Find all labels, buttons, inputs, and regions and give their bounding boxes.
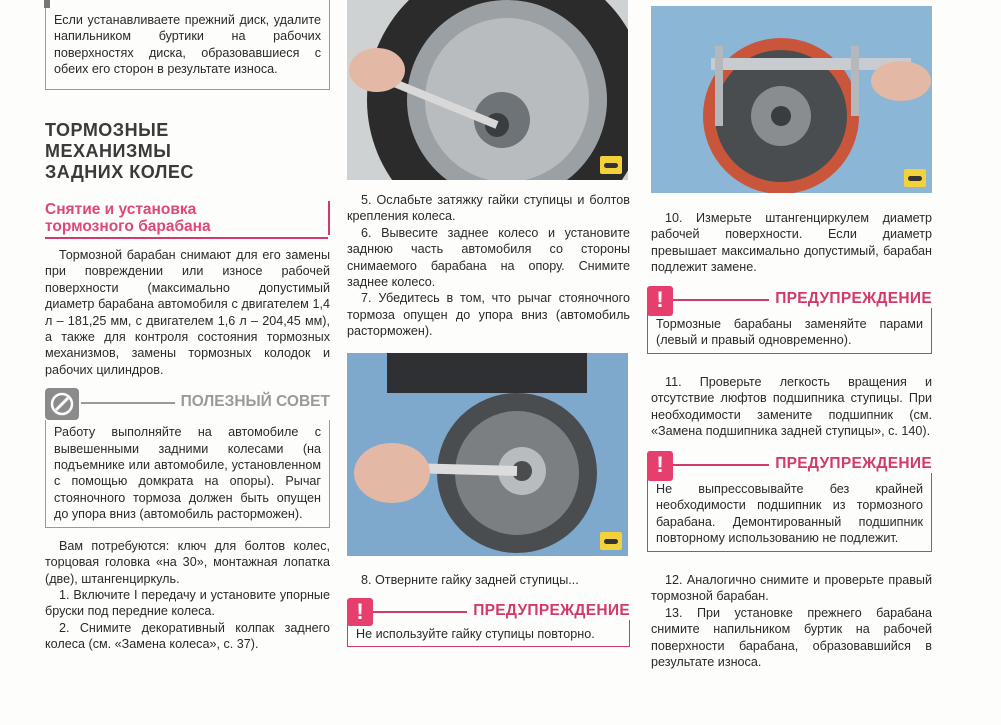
car-badge-icon: [904, 169, 926, 187]
step-13: 13. При установке прежнего барабана снимите напильником буртик на рабочей поверхности барабана, образовавшийся в результате износа.: [651, 605, 932, 670]
car-badge-icon: [600, 532, 622, 550]
step-11-wrap: [651, 374, 932, 440]
step-12: 12. Аналогично снимите и проверьте правый тормозной барабан.: [651, 573, 932, 604]
body-text: Тормозной барабан снимают для его замены при повреждении или износе рабочей поверхности (максимально допустимый диаметр барабана автомобиля с двигателем 1,4 л – 181,25 мм, с двигателем 1,6 л – 204,45 мм), а также для контроля состояния тормозных механизмов, замены тормозных колодок и рабочих цилиндров.: [45, 248, 330, 377]
tip-text: Работу выполняйте на автомобиле с вывешенными задними колесами (на подъемнике или автомобиле, установленном с помощью домкрата на опоры). Рычаг стояночного тормоза должен быть опущен до упора вниз (автомобиль расторможен).: [54, 425, 321, 522]
car-badge-icon: [600, 156, 622, 174]
step-1: 1. Включите I передачу и установите упорные бруски под передние колеса.: [45, 587, 330, 619]
step-7: 7. Убедитесь в том, что рычаг стояночного тормоза опущен до упора вниз (автомобиль расторможен).: [347, 291, 630, 339]
tools-needed: Вам потребуются: ключ для болтов колес, торцовая головка «на 30», монтажная лопатка (две), штангенциркуль.: [45, 538, 330, 586]
step-11: 11. Проверьте легкость вращения и отсутствие люфтов подшипника ступицы. При необходимости замените подшипник (см. «Замена подшипника задней ступицы», с. 140).: [651, 375, 932, 439]
step-5: 5. Ослабьте затяжку гайки ступицы и болтов крепления колеса.: [347, 193, 630, 224]
warning-icon: [347, 598, 373, 626]
warning-text: Не выпрессовывайте без крайней необходимости подшипник из тормозного барабана. Демонтированный подшипник повторному использованию не подлежит.: [656, 482, 923, 546]
intro-note-text: Если устанавливаете прежний диск, удалите напильником буртики на рабочих поверхностях диска, образовавшиеся с обеих его сторон в результате износа.: [54, 13, 321, 77]
tip-box: [45, 420, 330, 527]
warning-icon: [647, 451, 673, 481]
warning-text: Тормозные барабаны заменяйте парами (левый и правый одновременно).: [656, 317, 923, 348]
warning-block-1: [347, 598, 630, 647]
steps-col2: [347, 192, 630, 340]
warning-icon: [647, 286, 673, 316]
warning-text: Не используйте гайку ступицы повторно.: [356, 627, 595, 641]
subsection-title: Снятие и установка тормозного барабана: [45, 201, 330, 235]
step-8: 8. Отверните гайку задней ступицы...: [361, 573, 579, 587]
tip-header: [45, 388, 330, 420]
photo-wheel-nut: [347, 0, 628, 180]
steps-col1: [45, 538, 330, 653]
step-6: 6. Вывесите заднее колесо и установите заднюю часть автомобиля со стороны снимаемого барабана на опору. Снимите заднее колесо.: [347, 225, 630, 290]
warning-label: ПРЕДУПРЕЖДЕНИЕ: [769, 455, 932, 473]
wrench-icon: [45, 388, 79, 420]
note-icon: [44, 0, 50, 8]
step-10-wrap: [651, 210, 932, 276]
warning-block-2: [647, 286, 932, 354]
column-1: [45, 0, 330, 653]
warning-block-3: [647, 451, 932, 552]
warning-label: ПРЕДУПРЕЖДЕНИЕ: [467, 602, 630, 620]
tip-title: ПОЛЕЗНЫЙ СОВЕТ: [175, 393, 330, 411]
steps-col3: [651, 572, 932, 670]
section-title: ТОРМОЗНЫЕ МЕХАНИЗМЫ ЗАДНИХ КОЛЕС: [45, 120, 194, 182]
intro-note-box: [45, 0, 330, 90]
photo-caliper-measure: [651, 6, 932, 193]
warning-label: ПРЕДУПРЕЖДЕНИЕ: [769, 290, 932, 308]
step-2: 2. Снимите декоративный колпак заднего колеса (см. «Замена колеса», с. 37).: [45, 620, 330, 652]
step-10: 10. Измерьте штангенциркулем диаметр рабочей поверхности. Если диаметр превышает максимально допустимый, барабан подлежит замене.: [651, 211, 932, 275]
photo-hub-nut: [347, 353, 628, 556]
